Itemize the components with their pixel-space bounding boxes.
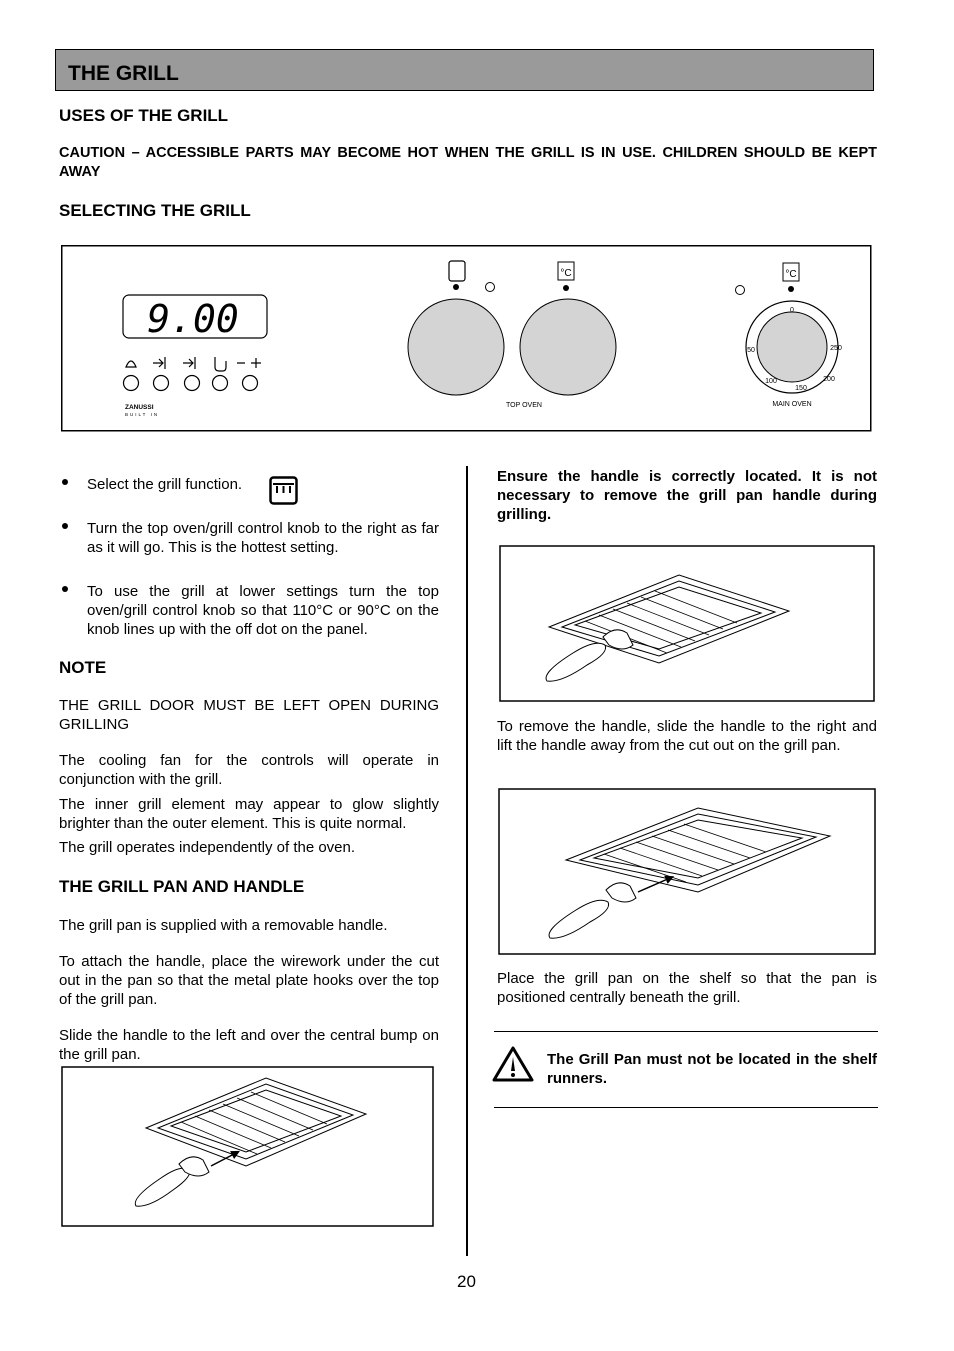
- function-symbol-icon: [449, 261, 465, 281]
- dial-label: 50: [747, 347, 755, 354]
- note-text: The cooling fan for the controls will operate in conjunction with the grill.: [59, 752, 439, 788]
- bullet-text: To use the grill at lower settings turn the top oven/grill control knob so that 110°C or 90°C on the knob lines up with the off dot on the panel.: [87, 583, 439, 638]
- bullet-marker: [62, 479, 68, 485]
- bullet-marker: [62, 523, 68, 529]
- main-oven-label: MAIN OVEN: [772, 401, 812, 408]
- off-dot: [453, 284, 459, 290]
- timer-button-1[interactable]: [124, 376, 139, 391]
- off-dot: [788, 286, 794, 292]
- column-divider: [466, 466, 468, 1256]
- dial-label: 200: [823, 376, 835, 383]
- timer-button-3[interactable]: [185, 376, 200, 391]
- grill-pan-located-figure: [499, 545, 875, 702]
- timer-button-4[interactable]: [213, 376, 228, 391]
- dial-label: 250: [830, 345, 842, 352]
- handle-note: Ensure the handle is correctly located. It is not necessary to remove the grill pan handle during grilling.: [497, 468, 877, 523]
- note-text: The inner grill element may appear to glow slightly brighter than the outer element. This is quite normal.: [59, 796, 439, 832]
- pan-text: The grill pan is supplied with a removable handle.: [59, 917, 388, 934]
- remove-handle-text: To remove the handle, slide the handle to the right and lift the handle away from the cut out on the grill pan.: [497, 718, 877, 754]
- caution-text: CAUTION – ACCESSIBLE PARTS MAY BECOME HOT WHEN THE GRILL IS IN USE. CHILDREN SHOULD BE KEPT AWAY: [59, 145, 877, 180]
- indicator-light: [736, 286, 745, 295]
- note-text: THE GRILL DOOR MUST BE LEFT OPEN DURING GRILLING: [59, 697, 439, 733]
- dial-label: 0: [790, 307, 794, 314]
- warning-triangle-icon: [491, 1045, 535, 1083]
- top-oven-control-knob[interactable]: [520, 299, 616, 395]
- top-oven-label: TOP OVEN: [506, 402, 542, 409]
- page-number: 20: [457, 1272, 476, 1291]
- timer-button-5[interactable]: [243, 376, 258, 391]
- pan-text: To attach the handle, place the wirework under the cut out in the pan so that the metal plate hooks over the top of the grill pan.: [59, 953, 439, 1008]
- grill-pan-remove-figure: [498, 788, 876, 955]
- warning-text: The Grill Pan must not be located in the shelf runners.: [547, 1051, 877, 1087]
- grill-pan-attach-figure: [61, 1066, 434, 1227]
- note-heading: NOTE: [59, 658, 107, 677]
- dial-label: 150: [795, 385, 807, 392]
- note-text: The grill operates independently of the oven.: [59, 839, 356, 856]
- pan-text: Slide the handle to the left and over the central bump on the grill pan.: [59, 1027, 439, 1063]
- bullet-text: Turn the top oven/grill control knob to the right as far as it will go. This is the hottest setting.: [87, 520, 439, 556]
- selecting-heading: SELECTING THE GRILL: [59, 201, 251, 220]
- clock-digits: 9.00: [147, 297, 239, 341]
- control-panel-diagram: [61, 245, 872, 432]
- page-title: THE GRILL: [68, 62, 179, 85]
- grill-control-knob[interactable]: [408, 299, 504, 395]
- pan-heading: THE GRILL PAN AND HANDLE: [59, 877, 305, 896]
- main-oven-control-knob[interactable]: [757, 312, 827, 382]
- bullet-marker: [62, 586, 68, 592]
- uses-heading: USES OF THE GRILL: [59, 106, 229, 125]
- brand-sub: BUILT IN: [125, 412, 160, 417]
- warning-rule-top: [494, 1031, 878, 1032]
- dial-label: 100: [765, 378, 777, 385]
- warning-rule-bottom: [494, 1107, 878, 1108]
- grill-function-icon: [269, 476, 298, 505]
- celsius-icon: °C: [560, 268, 572, 279]
- brand-logo: ZANUSSI: [125, 404, 154, 411]
- indicator-light: [486, 283, 495, 292]
- celsius-icon: °C: [785, 269, 797, 280]
- timer-button-2[interactable]: [154, 376, 169, 391]
- section-banner: [55, 49, 874, 91]
- off-dot: [563, 285, 569, 291]
- place-pan-text: Place the grill pan on the shelf so that the pan is positioned centrally beneath the grill.: [497, 970, 877, 1006]
- bullet-text: Select the grill function.: [87, 476, 243, 493]
